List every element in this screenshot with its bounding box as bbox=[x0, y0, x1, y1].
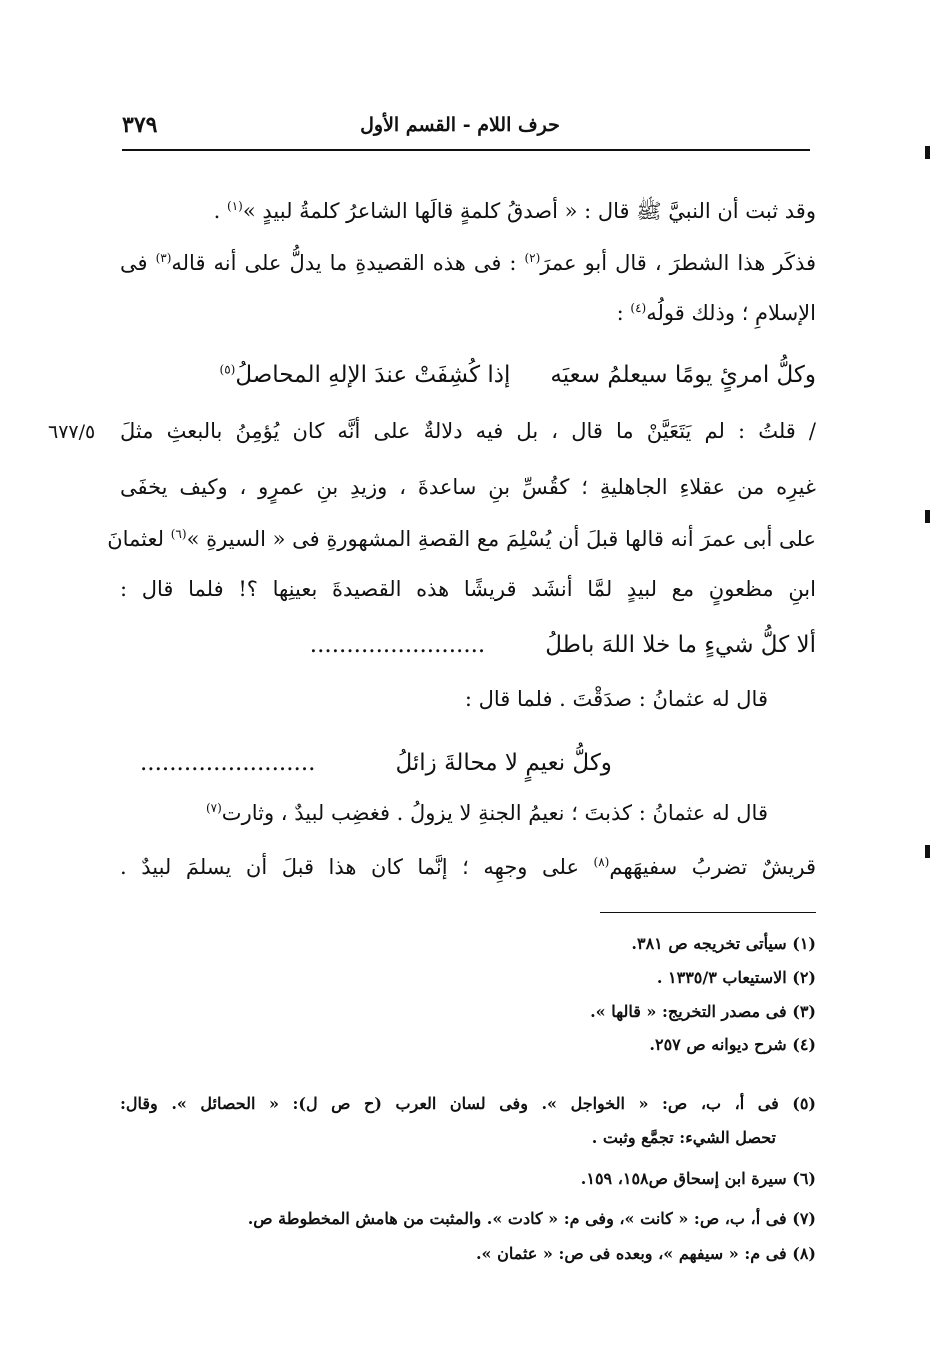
margin-reference: ٦٧٧/٥ bbox=[48, 421, 96, 443]
verse-hemistich: وكلُّ امرئٍ يومًا سيعلمُ سعيَه bbox=[550, 362, 816, 388]
body-line-6: غيرِه من عقلاءِ الجاهليةِ ؛ كقُسِّ بنِ ساعدةَ ، وزيدِ بنِ عمرٍو ، وكيف يخفَى bbox=[120, 475, 816, 499]
page-number: ٣٧٩ bbox=[122, 112, 158, 138]
footnote-5: (٥) فى أ، ب، ص: « الخواجل ». وفى لسان العرب (ح ص ل): « الحصائل ». وقال: bbox=[120, 1094, 816, 1113]
verse-hemistich: وكلُّ نعيمٍ لا محالةَ زائلُ bbox=[395, 750, 612, 776]
footnote-2: (٢) الاستيعاب ١٣٣٥/٣ . bbox=[656, 968, 816, 987]
body-line-2: فذكَر هذا الشطرَ ، قال أبو عمرَ$^{(٢)}$ : فى هذه القصيدةِ ما يدلُّ على أنه قاله$^{(٣)}$ فى bbox=[120, 251, 817, 275]
body-line-3: الإسلامِ ؛ وذلك قولُه$^{(٤)}$ : bbox=[616, 301, 816, 325]
footnote-4: (٤) شرح ديوانه ص ٢٥٧. bbox=[649, 1035, 816, 1054]
body-line-13: قريشٌ تضربُ سفيهَهم$^{(٨)}$ على وجهِه ؛ إنَّما كان هذا قبلَ أن يسلمَ لبيدٌ . bbox=[120, 855, 816, 879]
footnote-ref: (٢) bbox=[524, 251, 541, 265]
verse-hemistich: ألا كلُّ شيءٍ ما خلا اللهَ باطلُ bbox=[545, 632, 816, 658]
footnote-6: (٦) سيرة ابن إسحاق ص١٥٨، ١٥٩. bbox=[580, 1169, 816, 1188]
body-line-8: ابنِ مظعونٍ مع لبيدٍ لمَّا أنشَد قريشًا هذه القصيدةَ بعينِها ؟! فلما قال : bbox=[120, 577, 816, 601]
footnote-ref: (٧) bbox=[205, 801, 222, 815]
verse-hemistich: إذا كُشِفَتْ عندَ الإلهِ المحاصلُ bbox=[235, 362, 511, 388]
verse-line-3 bbox=[120, 748, 816, 778]
footnote-ref: (٨) bbox=[593, 855, 610, 869]
verse-line-1 bbox=[120, 360, 816, 390]
verse-line-2 bbox=[120, 630, 816, 660]
footnote-7: (٧) فى أ، ب، ص: « كانت »، وفى م: « كادت ». والمثبت من هامش المخطوطة ص. bbox=[247, 1209, 816, 1228]
footnote-ref: (٣) bbox=[155, 251, 172, 265]
body-line-1: وقد ثبت أن النبيَّ ﷺ قال : « أصدقُ كلمةٍ قالَها الشاعرُ كلمةُ لبيدٍ »$^{(١)}$ . bbox=[213, 199, 816, 223]
footnote-ref: (١) bbox=[227, 199, 243, 213]
footnote-rule bbox=[600, 912, 816, 913]
ellipsis-dots: ........................ bbox=[309, 632, 486, 658]
footnote-ref: (٤) bbox=[630, 301, 647, 315]
edge-mark bbox=[925, 146, 930, 159]
edge-mark bbox=[925, 845, 930, 858]
ellipsis-dots: ........................ bbox=[140, 750, 316, 776]
body-line-12: قال له عثمانُ : كذبتَ ؛ نعيمُ الجنةِ لا يزولُ . فغضِب لبيدٌ ، وثارت$^{(٧)}$ bbox=[205, 801, 768, 825]
body-line-5: / قلتُ : لم يَتَعَيَّنْ ما قال ، بل فيه دلالةٌ على أنَّه كان يُؤمِنُ بالبعثِ مثلَ bbox=[120, 419, 816, 443]
body-line-7: على أبى عمرَ أنه قالها قبلَ أن يُسْلِمَ مع القصةِ المشهورةِ فى « السيرةِ »$^{(٦)}$ لعثمانَ bbox=[107, 527, 816, 551]
footnote-ref: (٦) bbox=[170, 527, 187, 541]
header-rule bbox=[122, 149, 810, 151]
body-line-10: قال له عثمانُ : صدَقْتَ . فلما قال : bbox=[464, 687, 768, 711]
footnote-ref: (٥) bbox=[219, 362, 236, 377]
footnote-3: (٣) فى مصدر التخريج: « قالها ». bbox=[590, 1002, 816, 1021]
running-title: حرف اللام - القسم الأول bbox=[360, 114, 560, 136]
edge-mark bbox=[925, 510, 930, 523]
footnote-1: (١) سيأتى تخريجه ص ٣٨١. bbox=[631, 934, 816, 953]
footnote-5-cont: تحصل الشيء: تجمَّع وثبت . bbox=[591, 1128, 776, 1147]
footnote-8: (٨) فى م: « سيفهم »، وبعده فى ص: « عثمان ». bbox=[475, 1244, 816, 1263]
